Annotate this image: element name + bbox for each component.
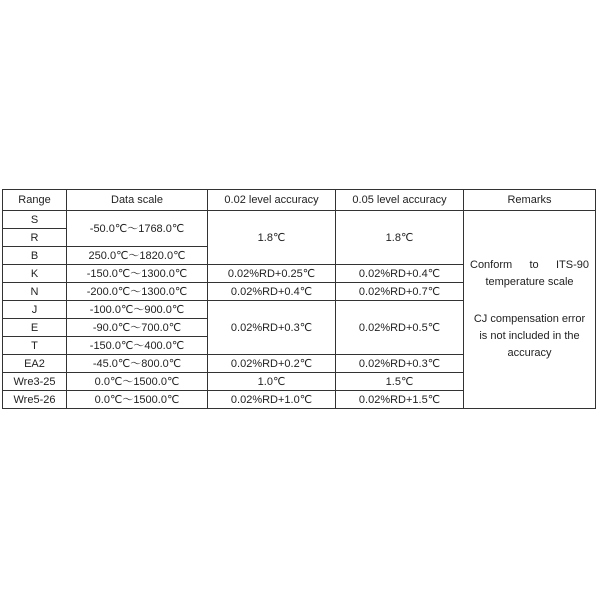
header-range: Range bbox=[3, 190, 67, 211]
remark-its90: Conform to ITS-90 temperature scale bbox=[470, 259, 589, 288]
header-data-scale: Data scale bbox=[67, 190, 208, 211]
range-cell: Wre5-26 bbox=[3, 391, 67, 409]
accuracy-005-cell: 0.02%RD+0.3℃ bbox=[336, 355, 464, 373]
range-cell: S bbox=[3, 211, 67, 229]
accuracy-002-cell: 1.0℃ bbox=[208, 373, 336, 391]
remarks-cell bbox=[464, 211, 596, 409]
table-row bbox=[3, 211, 596, 229]
range-cell: K bbox=[3, 265, 67, 283]
accuracy-002-cell: 0.02%RD+0.25℃ bbox=[208, 265, 336, 283]
range-cell: EA2 bbox=[3, 355, 67, 373]
accuracy-spec-table bbox=[2, 189, 596, 409]
accuracy-005-cell: 0.02%RD+0.7℃ bbox=[336, 283, 464, 301]
header-002-accuracy: 0.02 level accuracy bbox=[208, 190, 336, 211]
accuracy-002-cell: 0.02%RD+0.4℃ bbox=[208, 283, 336, 301]
data-scale-cell: 250.0℃～1820.0℃ bbox=[67, 247, 208, 265]
accuracy-002-cell: 0.02%RD+0.3℃ bbox=[208, 301, 336, 355]
data-scale-cell: 0.0℃～1500.0℃ bbox=[67, 373, 208, 391]
range-cell: E bbox=[3, 319, 67, 337]
accuracy-005-cell: 1.5℃ bbox=[336, 373, 464, 391]
accuracy-005-cell: 0.02%RD+0.5℃ bbox=[336, 301, 464, 355]
remark-spacer bbox=[470, 291, 589, 311]
data-scale-cell: -50.0℃～1768.0℃ bbox=[67, 211, 208, 247]
range-cell: J bbox=[3, 301, 67, 319]
data-scale-cell: -100.0℃～900.0℃ bbox=[67, 301, 208, 319]
header-row bbox=[3, 190, 596, 211]
data-scale-cell: -150.0℃～1300.0℃ bbox=[67, 265, 208, 283]
accuracy-002-cell: 1.8℃ bbox=[208, 211, 336, 265]
accuracy-005-cell: 0.02%RD+0.4℃ bbox=[336, 265, 464, 283]
range-cell: B bbox=[3, 247, 67, 265]
data-scale-cell: -200.0℃～1300.0℃ bbox=[67, 283, 208, 301]
accuracy-002-cell: 0.02%RD+0.2℃ bbox=[208, 355, 336, 373]
range-cell: T bbox=[3, 337, 67, 355]
accuracy-005-cell: 0.02%RD+1.5℃ bbox=[336, 391, 464, 409]
accuracy-005-cell: 1.8℃ bbox=[336, 211, 464, 265]
range-cell: R bbox=[3, 229, 67, 247]
data-scale-cell: -150.0℃～400.0℃ bbox=[67, 337, 208, 355]
header-remarks: Remarks bbox=[464, 190, 596, 211]
accuracy-002-cell: 0.02%RD+1.0℃ bbox=[208, 391, 336, 409]
range-cell: Wre3-25 bbox=[3, 373, 67, 391]
data-scale-cell: -45.0℃～800.0℃ bbox=[67, 355, 208, 373]
data-scale-cell: -90.0℃～700.0℃ bbox=[67, 319, 208, 337]
range-cell: N bbox=[3, 283, 67, 301]
remark-cj-compensation: CJ compensation error is not included in the accuracy bbox=[473, 313, 586, 359]
header-005-accuracy: 0.05 level accuracy bbox=[336, 190, 464, 211]
data-scale-cell: 0.0℃～1500.0℃ bbox=[67, 391, 208, 409]
